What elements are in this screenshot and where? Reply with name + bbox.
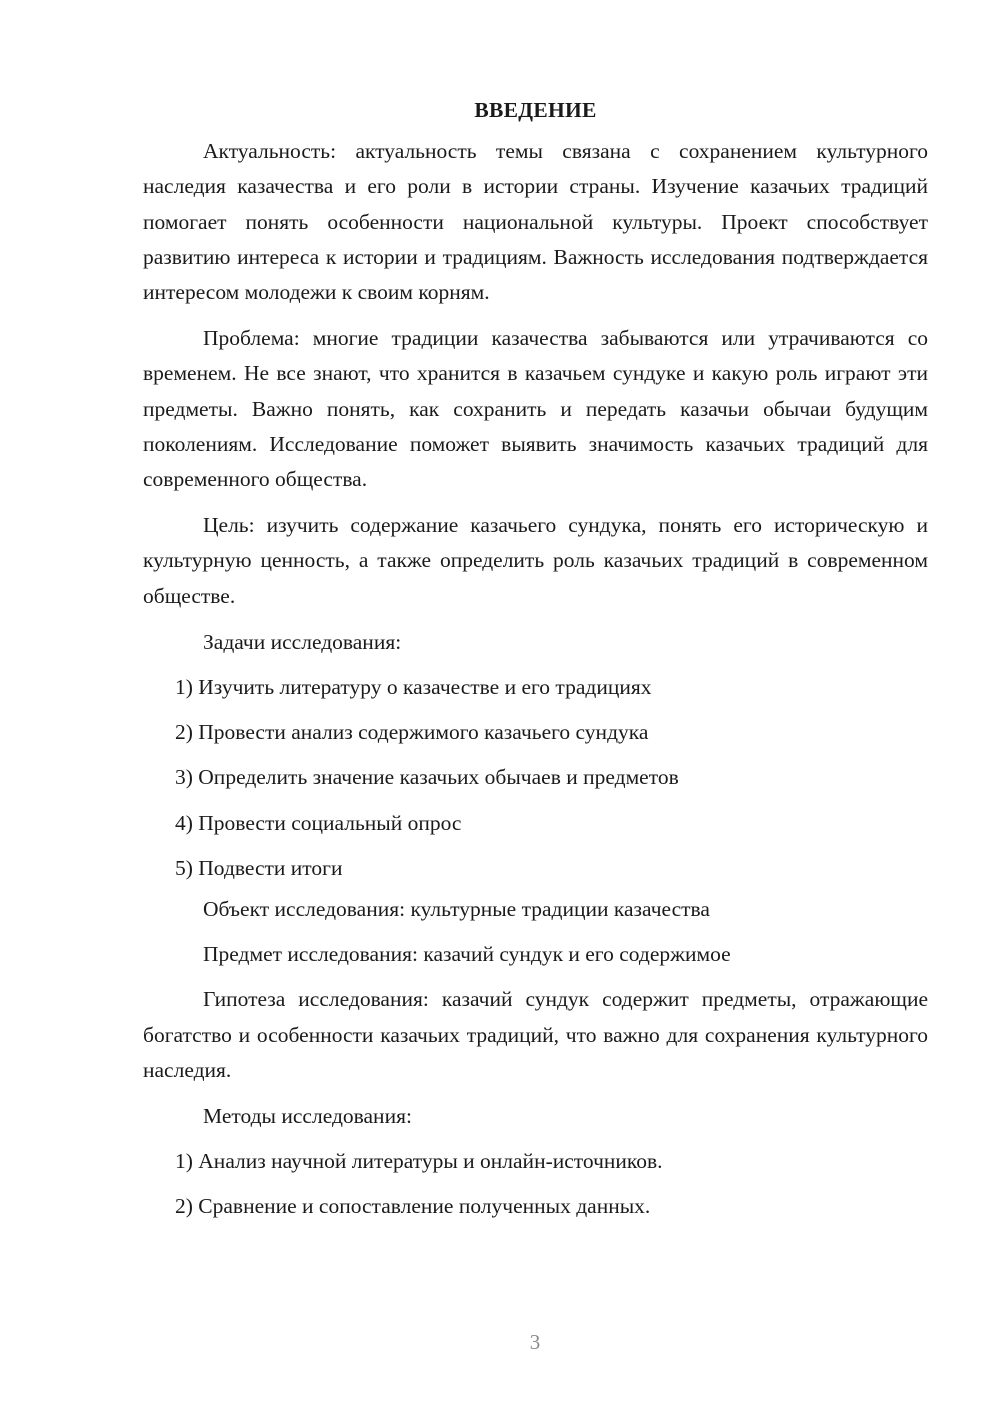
list-item: 2) Сравнение и сопоставление полученных данных. [175, 1194, 651, 1219]
hypothesis-paragraph: Гипотеза исследования: казачий сундук содержит предметы, отражающие богатство и особенности казачьих традиций, что важно для сохранения культурного наследия. [143, 987, 928, 1082]
object-line: Объект исследования: культурные традиции казачества [203, 897, 710, 922]
tasks-list [143, 670, 928, 886]
subject-line: Предмет исследования: казачий сундук и его содержимое [203, 942, 731, 967]
list-item: 2) Провести анализ содержимого казачьего сундука [175, 720, 649, 745]
page-title: ВВЕДЕНИЕ [474, 98, 597, 122]
problem-paragraph: Проблема: многие традиции казачества забываются или утрачиваются со временем. Не все знают, что хранится в казачьем сундуке и какую роль играют эти предметы. Важно понять, как сохранить и передать казачьи обычаи будущим поколениям. Исследование поможет выявить значимость казачьих традиций для современного общества. [143, 326, 928, 492]
methods-list [143, 1144, 928, 1224]
list-item: 4) Провести социальный опрос [175, 810, 462, 835]
tasks-heading: Задачи исследования: [203, 629, 402, 654]
page-number: 3 [529, 1330, 541, 1354]
list-item: 1) Изучить литературу о казачестве и его традициях [175, 675, 652, 700]
goal-paragraph: Цель: изучить содержание казачьего сундука, понять его историческую и культурную ценность, а также определить роль казачьих традиций в современном обществе. [143, 513, 928, 608]
list-item: 1) Анализ научной литературы и онлайн-источников. [175, 1149, 663, 1174]
relevance-paragraph: Актуальность: актуальность темы связана с сохранением культурного наследия казачества и его роли в истории страны. Изучение казачьих традиций помогает понять особенности национальной культуры. Проект способствует развитию интереса к истории и традициям. Важность исследования подтверждается интересом молодежи к своим корням. [143, 139, 928, 305]
list-item: 3) Определить значение казачьих обычаев и предметов [175, 765, 679, 790]
methods-heading: Методы исследования: [203, 1104, 412, 1129]
list-item: 5) Подвести итоги [175, 855, 343, 880]
document-page [143, 93, 928, 1235]
